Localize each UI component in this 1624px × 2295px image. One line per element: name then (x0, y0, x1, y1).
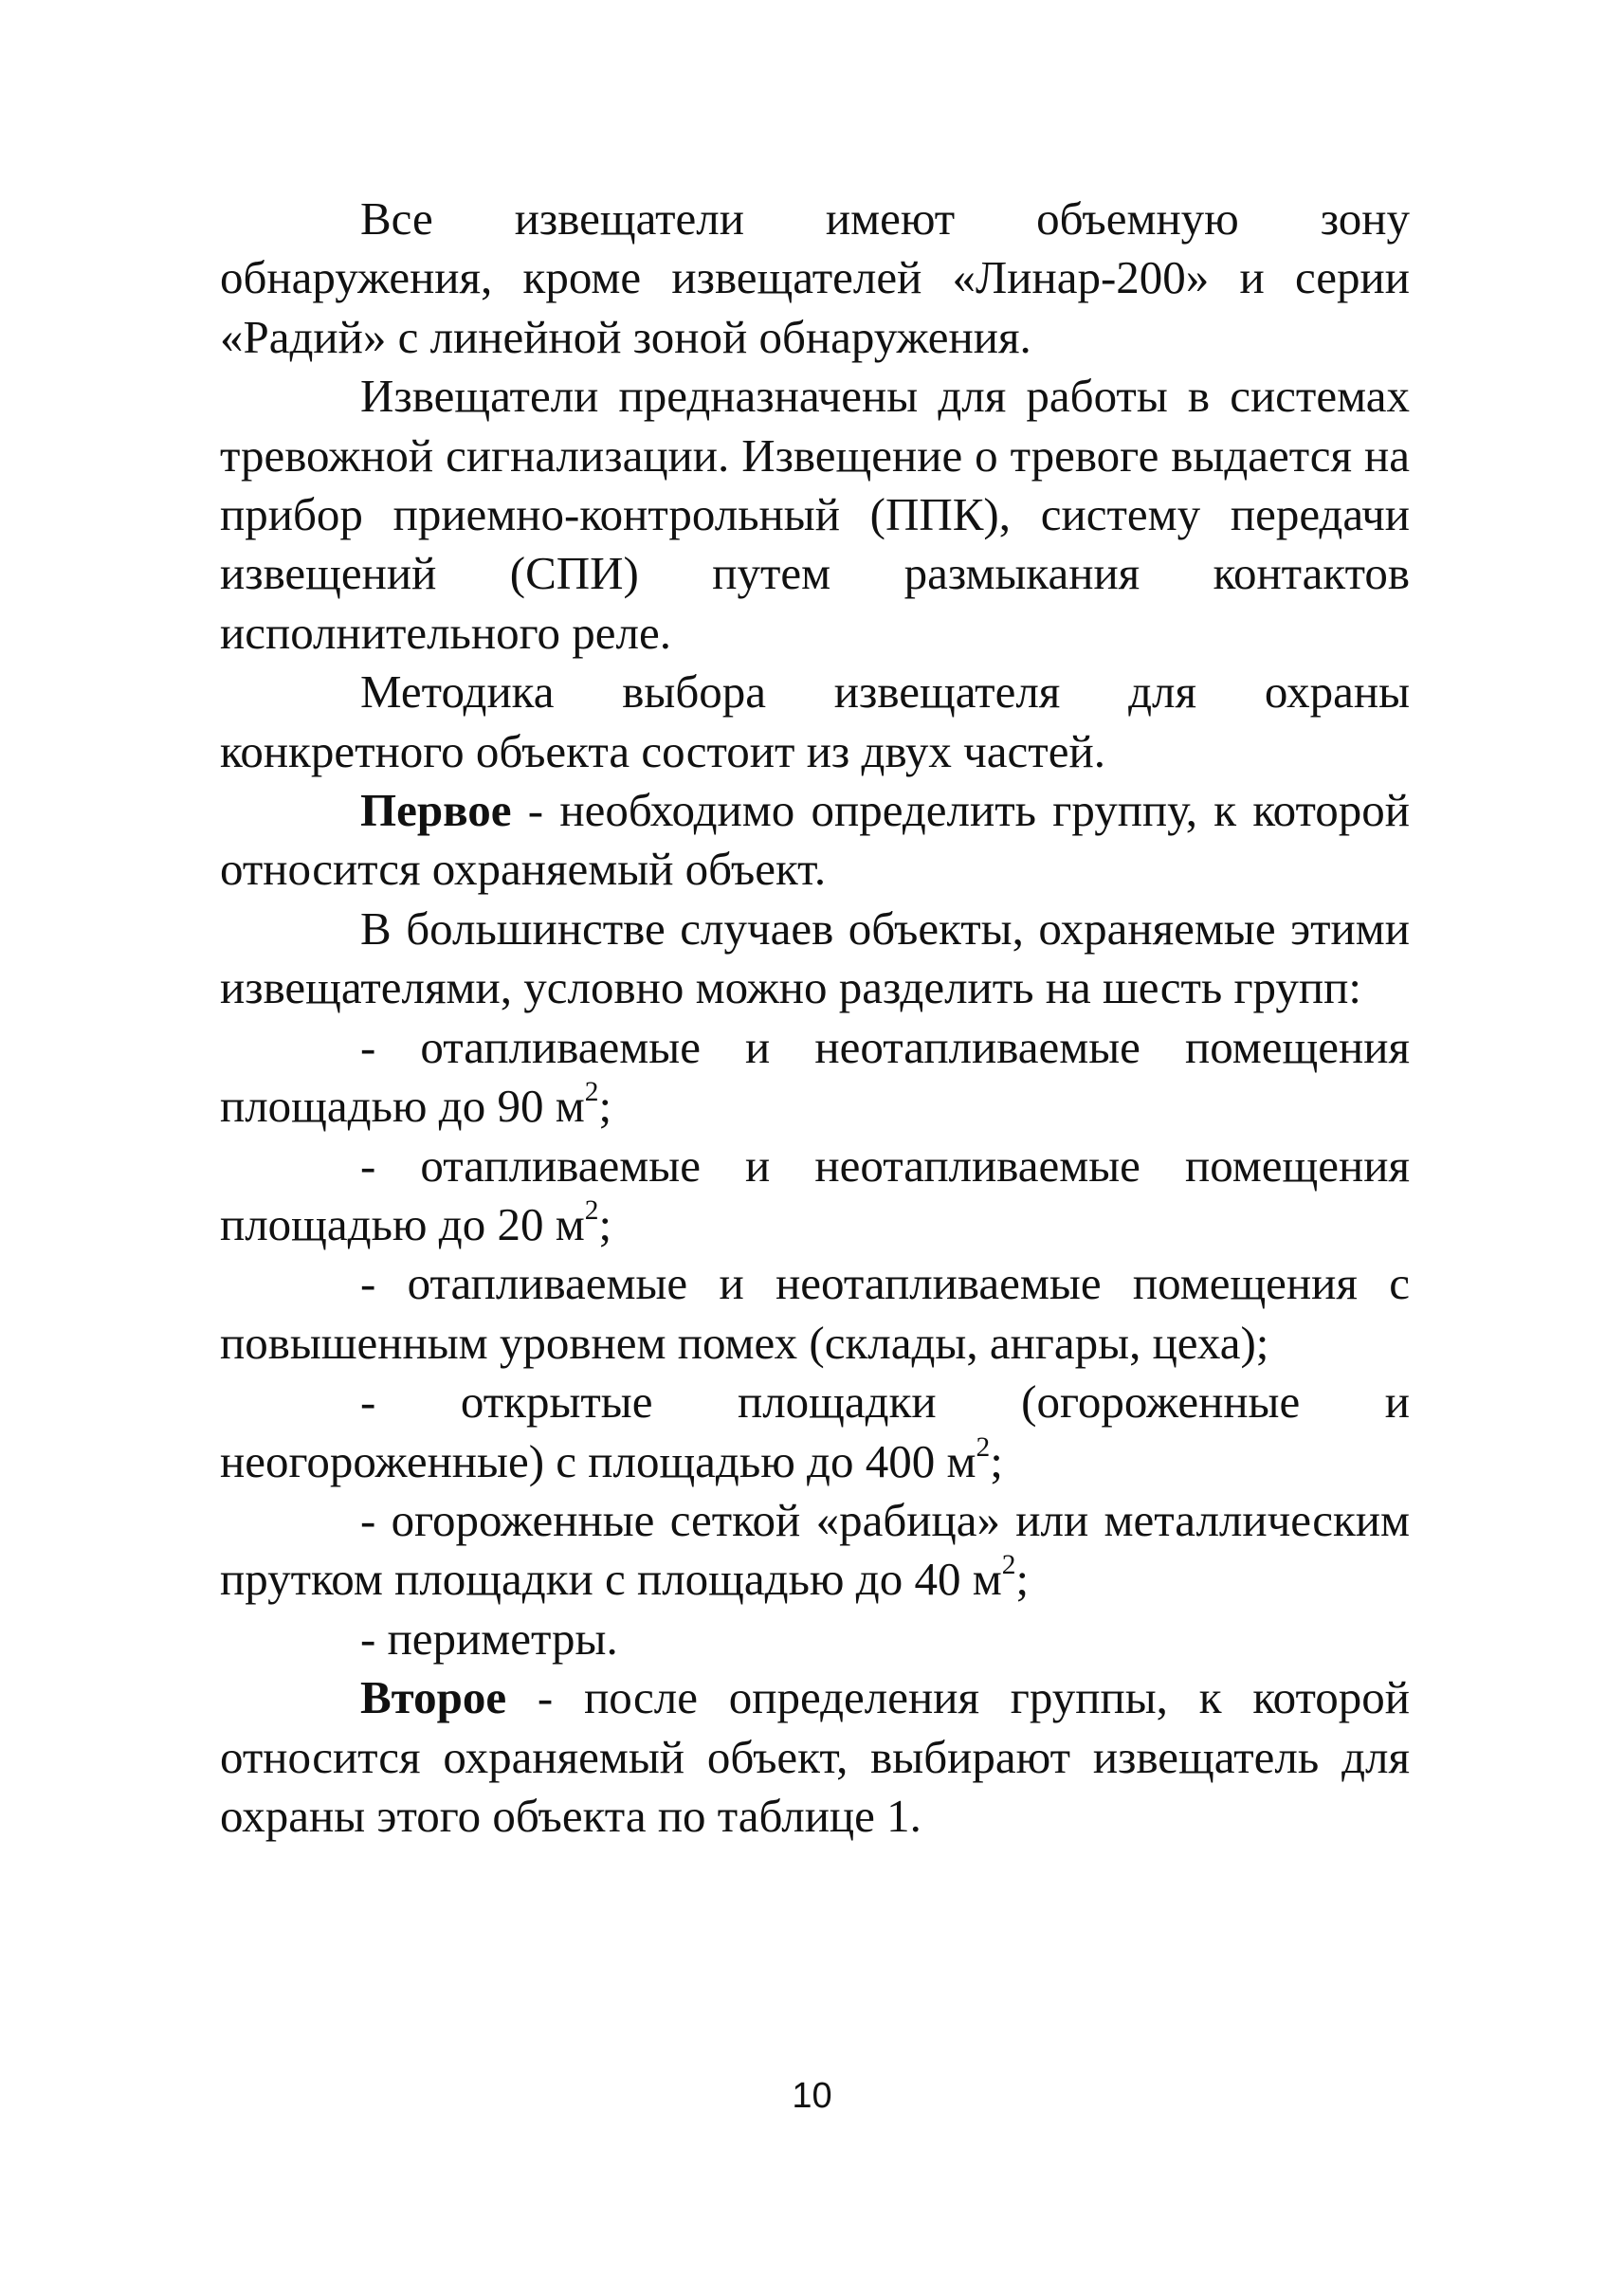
group-item (220, 1018, 1410, 1137)
group-item (220, 1254, 1410, 1373)
group-item-text: - периметры. (360, 1612, 618, 1665)
group-item-text: - отапливаемые и неотапливаемые помещения площадью до 90 м (220, 1020, 1410, 1133)
group-item-tail: ; (990, 1434, 1003, 1487)
superscript: 2 (976, 1431, 991, 1463)
group-item-text: - отапливаемые и неотапливаемые помещения площадью до 20 м (220, 1138, 1410, 1250)
group-item-tail: ; (598, 1080, 612, 1133)
superscript: 2 (584, 1077, 599, 1108)
second-step-lead: Второе (360, 1671, 507, 1724)
group-item-text: - огороженные сеткой «рабица» или металлическим прутком площадки с площадью до 40 м (220, 1493, 1410, 1606)
group-item (220, 1491, 1410, 1610)
group-item-tail: ; (598, 1197, 612, 1250)
body-text (220, 190, 1410, 1846)
first-step-lead: Первое (360, 784, 512, 837)
superscript: 2 (584, 1194, 599, 1226)
paragraph-method: Методика выбора извещателя для охраны конкретного объекта состоит из двух частей. (220, 665, 1410, 777)
page-number: 10 (792, 2076, 832, 2116)
paragraph-purpose: Извещатели предназначены для работы в системах тревожной сигнализации. Извещение о тревоге выдается на прибор приемно-контрольный (ППК), систему передачи извещений (СПИ) путем размыкания контактов исполнительного реле. (220, 370, 1410, 659)
group-item (220, 1137, 1410, 1255)
paragraph-groups-intro: В большинстве случаев объекты, охраняемые этими извещателями, условно можно разделить на шесть групп: (220, 902, 1410, 1014)
paragraph-detection-zone: Все извещатели имеют объемную зону обнаружения, кроме извещателей «Линар-200» и серии «Радий» с линейной зоной обнаружения. (220, 192, 1410, 363)
group-item (220, 1373, 1410, 1491)
second-step-text: - после определения группы, к которой относится охраняемый объект, выбирают извещатель для охраны этого объекта по таблице 1. (220, 1671, 1410, 1842)
paragraph-first-step (220, 781, 1410, 900)
superscript: 2 (1001, 1550, 1016, 1581)
group-item (220, 1610, 1410, 1668)
group-item-text: - открытые площадки (огороженные и неогороженные) с площадью до 400 м (220, 1375, 1410, 1487)
paragraph-second-step (220, 1668, 1410, 1846)
group-item-tail: ; (1015, 1553, 1030, 1606)
first-step-text: - необходимо определить группу, к которой относится охраняемый объект. (220, 784, 1410, 896)
group-item-text: - отапливаемые и неотапливаемые помещения с повышенным уровнем помех (склады, ангары, цеха); (220, 1257, 1410, 1369)
